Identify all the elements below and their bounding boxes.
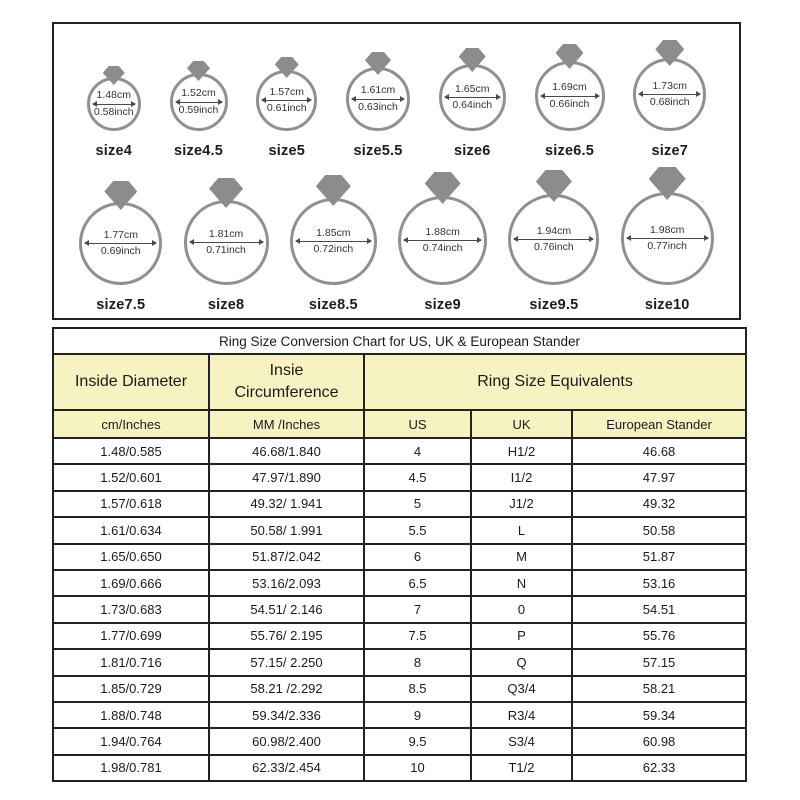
table-cell: 53.16/2.093 xyxy=(209,570,364,596)
diameter-cm-label: 1.85cm xyxy=(316,226,351,239)
table-row xyxy=(53,702,746,728)
ring-size-label: size9 xyxy=(424,297,461,313)
diameter-arrow-icon xyxy=(627,238,708,239)
diameter-arrow-icon xyxy=(262,100,311,101)
table-cell: 57.15 xyxy=(572,649,746,675)
table-cell: 51.87 xyxy=(572,544,746,570)
ring-circle xyxy=(256,70,317,131)
table-cell: 1.48/0.585 xyxy=(53,438,209,464)
table-cell: 49.32/ 1.941 xyxy=(209,491,364,517)
ring-circle xyxy=(346,67,410,131)
table-cell: 62.33 xyxy=(572,755,746,781)
ring-circle xyxy=(184,200,269,285)
table-cell: 1.81/0.716 xyxy=(53,649,209,675)
table-cell: P xyxy=(471,623,572,649)
table-cell: 53.16 xyxy=(572,570,746,596)
ring-size7 xyxy=(633,40,706,159)
table-cell: I1/2 xyxy=(471,464,572,490)
table-cell: 46.68 xyxy=(572,438,746,464)
table-cell: S3/4 xyxy=(471,728,572,754)
table-cell: R3/4 xyxy=(471,702,572,728)
table-cell: J1/2 xyxy=(471,491,572,517)
ring-size-label: size4.5 xyxy=(174,143,223,159)
ring-circle xyxy=(79,202,162,285)
table-body xyxy=(53,438,746,781)
ring-circle xyxy=(633,58,706,131)
table-cell: 59.34/2.336 xyxy=(209,702,364,728)
diameter-arrow-icon xyxy=(352,99,404,100)
diameter-cm-label: 1.88cm xyxy=(425,225,460,238)
ring-size-label: size10 xyxy=(644,297,690,313)
table-cell: 49.32 xyxy=(572,491,746,517)
table-row xyxy=(53,517,746,543)
table-cell: 5 xyxy=(364,491,471,517)
ring-circle xyxy=(621,192,714,285)
table-cell: 46.68/1.840 xyxy=(209,438,364,464)
ring-diagrams-panel xyxy=(52,22,741,320)
diameter-arrow-icon xyxy=(176,102,222,103)
table-cell: Q xyxy=(471,649,572,675)
table-row xyxy=(53,464,746,490)
conversion-table xyxy=(52,327,747,782)
table-cell: 6 xyxy=(364,544,471,570)
table-cell: 47.97/1.890 xyxy=(209,464,364,490)
col-header-us: US xyxy=(364,410,471,438)
table-cell: 9.5 xyxy=(364,728,471,754)
table-row xyxy=(53,491,746,517)
table-cell: 9 xyxy=(364,702,471,728)
diameter-inch-label: 0.68inch xyxy=(649,96,690,108)
ring-size7.5 xyxy=(79,181,162,313)
col-header-uk: UK xyxy=(471,410,572,438)
diameter-arrow-icon xyxy=(541,96,599,97)
table-cell: 54.51 xyxy=(572,596,746,622)
table-row xyxy=(53,623,746,649)
diameter-cm-label: 1.57cm xyxy=(269,85,304,98)
table-cell: 50.58 xyxy=(572,517,746,543)
table-cell: 1.57/0.618 xyxy=(53,491,209,517)
diameter-inch-label: 0.59inch xyxy=(178,103,219,116)
diameter-arrow-icon xyxy=(639,94,700,95)
table-row xyxy=(53,596,746,622)
table-cell: 1.85/0.729 xyxy=(53,676,209,702)
table-cell: 55.76 xyxy=(572,623,746,649)
ring-size-label: size8.5 xyxy=(308,297,358,313)
diameter-arrow-icon xyxy=(404,240,481,241)
ring-circle xyxy=(87,77,141,131)
ring-size4 xyxy=(87,66,141,159)
ring-size-label: size7.5 xyxy=(96,297,146,313)
ring-size-label: size9.5 xyxy=(529,297,579,313)
ring-size-label: size6.5 xyxy=(545,143,594,159)
table-cell: 58.21 xyxy=(572,676,746,702)
table-cell: N xyxy=(471,570,572,596)
diameter-cm-label: 1.52cm xyxy=(181,87,216,100)
diameter-inch-label: 0.71inch xyxy=(206,244,246,256)
table-cell: 50.58/ 1.991 xyxy=(209,517,364,543)
ring-size9 xyxy=(398,172,487,313)
table-title: Ring Size Conversion Chart for US, UK & European Stander xyxy=(53,328,746,354)
table-group-header-row xyxy=(53,354,746,410)
table-cell: 62.33/2.454 xyxy=(209,755,364,781)
ring-row-2 xyxy=(54,171,739,318)
col-group-insie-circumference-label: Insie Circumference xyxy=(234,362,339,401)
ring-circle xyxy=(398,196,487,285)
ring-size-label: size8 xyxy=(207,297,245,313)
table-cell: M xyxy=(471,544,572,570)
table-row xyxy=(53,728,746,754)
diameter-inch-label: 0.69inch xyxy=(100,245,141,257)
table-row xyxy=(53,755,746,781)
table-cell: 5.5 xyxy=(364,517,471,543)
ring-size10 xyxy=(621,167,714,313)
ring-circle xyxy=(535,61,605,131)
diameter-inch-label: 0.58inch xyxy=(93,105,134,118)
col-header-mm-inches: MM /Inches xyxy=(209,410,364,438)
table-cell: 6.5 xyxy=(364,570,471,596)
ring-size5.5 xyxy=(346,52,410,159)
ring-size-label: size5.5 xyxy=(353,143,403,159)
table-cell: 1.69/0.666 xyxy=(53,570,209,596)
diameter-cm-label: 1.69cm xyxy=(552,81,587,94)
diameter-cm-label: 1.77cm xyxy=(103,228,138,241)
col-group-insie-circumference xyxy=(209,354,364,410)
ring-circle xyxy=(439,64,506,131)
ring-circle xyxy=(170,73,228,131)
col-group-ring-size-equivalents: Ring Size Equivalents xyxy=(364,354,746,410)
diameter-cm-label: 1.98cm xyxy=(649,223,685,236)
table-row xyxy=(53,570,746,596)
table-cell: 54.51/ 2.146 xyxy=(209,596,364,622)
diameter-cm-label: 1.61cm xyxy=(360,84,396,97)
table-cell: 4.5 xyxy=(364,464,471,490)
diameter-inch-label: 0.64inch xyxy=(452,99,493,111)
table-cell: 60.98/2.400 xyxy=(209,728,364,754)
table-cell: 10 xyxy=(364,755,471,781)
table-cell: 1.61/0.634 xyxy=(53,517,209,543)
ring-circle xyxy=(508,194,599,285)
ring-size9.5 xyxy=(508,170,599,313)
table-row xyxy=(53,438,746,464)
table-title-row xyxy=(53,328,746,354)
table-cell: 7.5 xyxy=(364,623,471,649)
ring-size6 xyxy=(439,48,506,159)
diameter-arrow-icon xyxy=(514,239,593,240)
table-cell: T1/2 xyxy=(471,755,572,781)
col-header-cm-inches: cm/Inches xyxy=(53,410,209,438)
table-cell: 55.76/ 2.195 xyxy=(209,623,364,649)
diameter-cm-label: 1.81cm xyxy=(208,227,244,240)
ring-size6.5 xyxy=(535,44,605,159)
table-cell: L xyxy=(471,517,572,543)
table-cell: 0 xyxy=(471,596,572,622)
table-row xyxy=(53,676,746,702)
table-cell: 1.88/0.748 xyxy=(53,702,209,728)
table-row xyxy=(53,544,746,570)
table-cell: 7 xyxy=(364,596,471,622)
table-cell: 1.52/0.601 xyxy=(53,464,209,490)
table-cell: 57.15/ 2.250 xyxy=(209,649,364,675)
diameter-inch-label: 0.63inch xyxy=(358,100,398,113)
diameter-inch-label: 0.66inch xyxy=(549,97,590,110)
diameter-inch-label: 0.77inch xyxy=(647,240,688,252)
diameter-inch-label: 0.61inch xyxy=(266,102,307,114)
table-cell: 1.98/0.781 xyxy=(53,755,209,781)
ring-row-1 xyxy=(54,24,739,171)
ring-size-label: size7 xyxy=(651,143,688,159)
table-cell: 59.34 xyxy=(572,702,746,728)
table-cell: Q3/4 xyxy=(471,676,572,702)
table-cell: 8 xyxy=(364,649,471,675)
ring-size4.5 xyxy=(170,61,228,159)
diameter-cm-label: 1.48cm xyxy=(96,89,131,102)
diameter-inch-label: 0.76inch xyxy=(534,241,574,253)
ring-size-label: size5 xyxy=(268,143,305,159)
col-group-inside-diameter: Inside Diameter xyxy=(53,354,209,410)
diameter-arrow-icon xyxy=(85,243,156,244)
ring-circle xyxy=(290,198,377,285)
ring-size5 xyxy=(256,57,317,159)
table-cell: 1.73/0.683 xyxy=(53,596,209,622)
table-row xyxy=(53,649,746,675)
table-column-header-row xyxy=(53,410,746,438)
table-cell: H1/2 xyxy=(471,438,572,464)
diameter-cm-label: 1.73cm xyxy=(652,79,687,92)
diameter-arrow-icon xyxy=(445,97,500,98)
table-cell: 51.87/2.042 xyxy=(209,544,364,570)
diameter-cm-label: 1.94cm xyxy=(536,224,572,237)
table-cell: 8.5 xyxy=(364,676,471,702)
diameter-arrow-icon xyxy=(93,104,135,105)
diameter-arrow-icon xyxy=(296,241,371,242)
diameter-inch-label: 0.72inch xyxy=(313,243,354,255)
table-cell: 1.65/0.650 xyxy=(53,544,209,570)
table-cell: 1.94/0.764 xyxy=(53,728,209,754)
diameter-cm-label: 1.65cm xyxy=(455,82,490,95)
col-header-european-stander: European Stander xyxy=(572,410,746,438)
table-cell: 47.97 xyxy=(572,464,746,490)
ring-size8 xyxy=(184,178,269,313)
table-cell: 58.21 /2.292 xyxy=(209,676,364,702)
ring-size-label: size6 xyxy=(454,143,491,159)
ring-size-label: size4 xyxy=(95,143,132,159)
table-cell: 1.77/0.699 xyxy=(53,623,209,649)
table-cell: 4 xyxy=(364,438,471,464)
ring-size8.5 xyxy=(290,175,377,313)
diameter-inch-label: 0.74inch xyxy=(422,242,463,254)
table-cell: 60.98 xyxy=(572,728,746,754)
diameter-arrow-icon xyxy=(190,242,263,243)
